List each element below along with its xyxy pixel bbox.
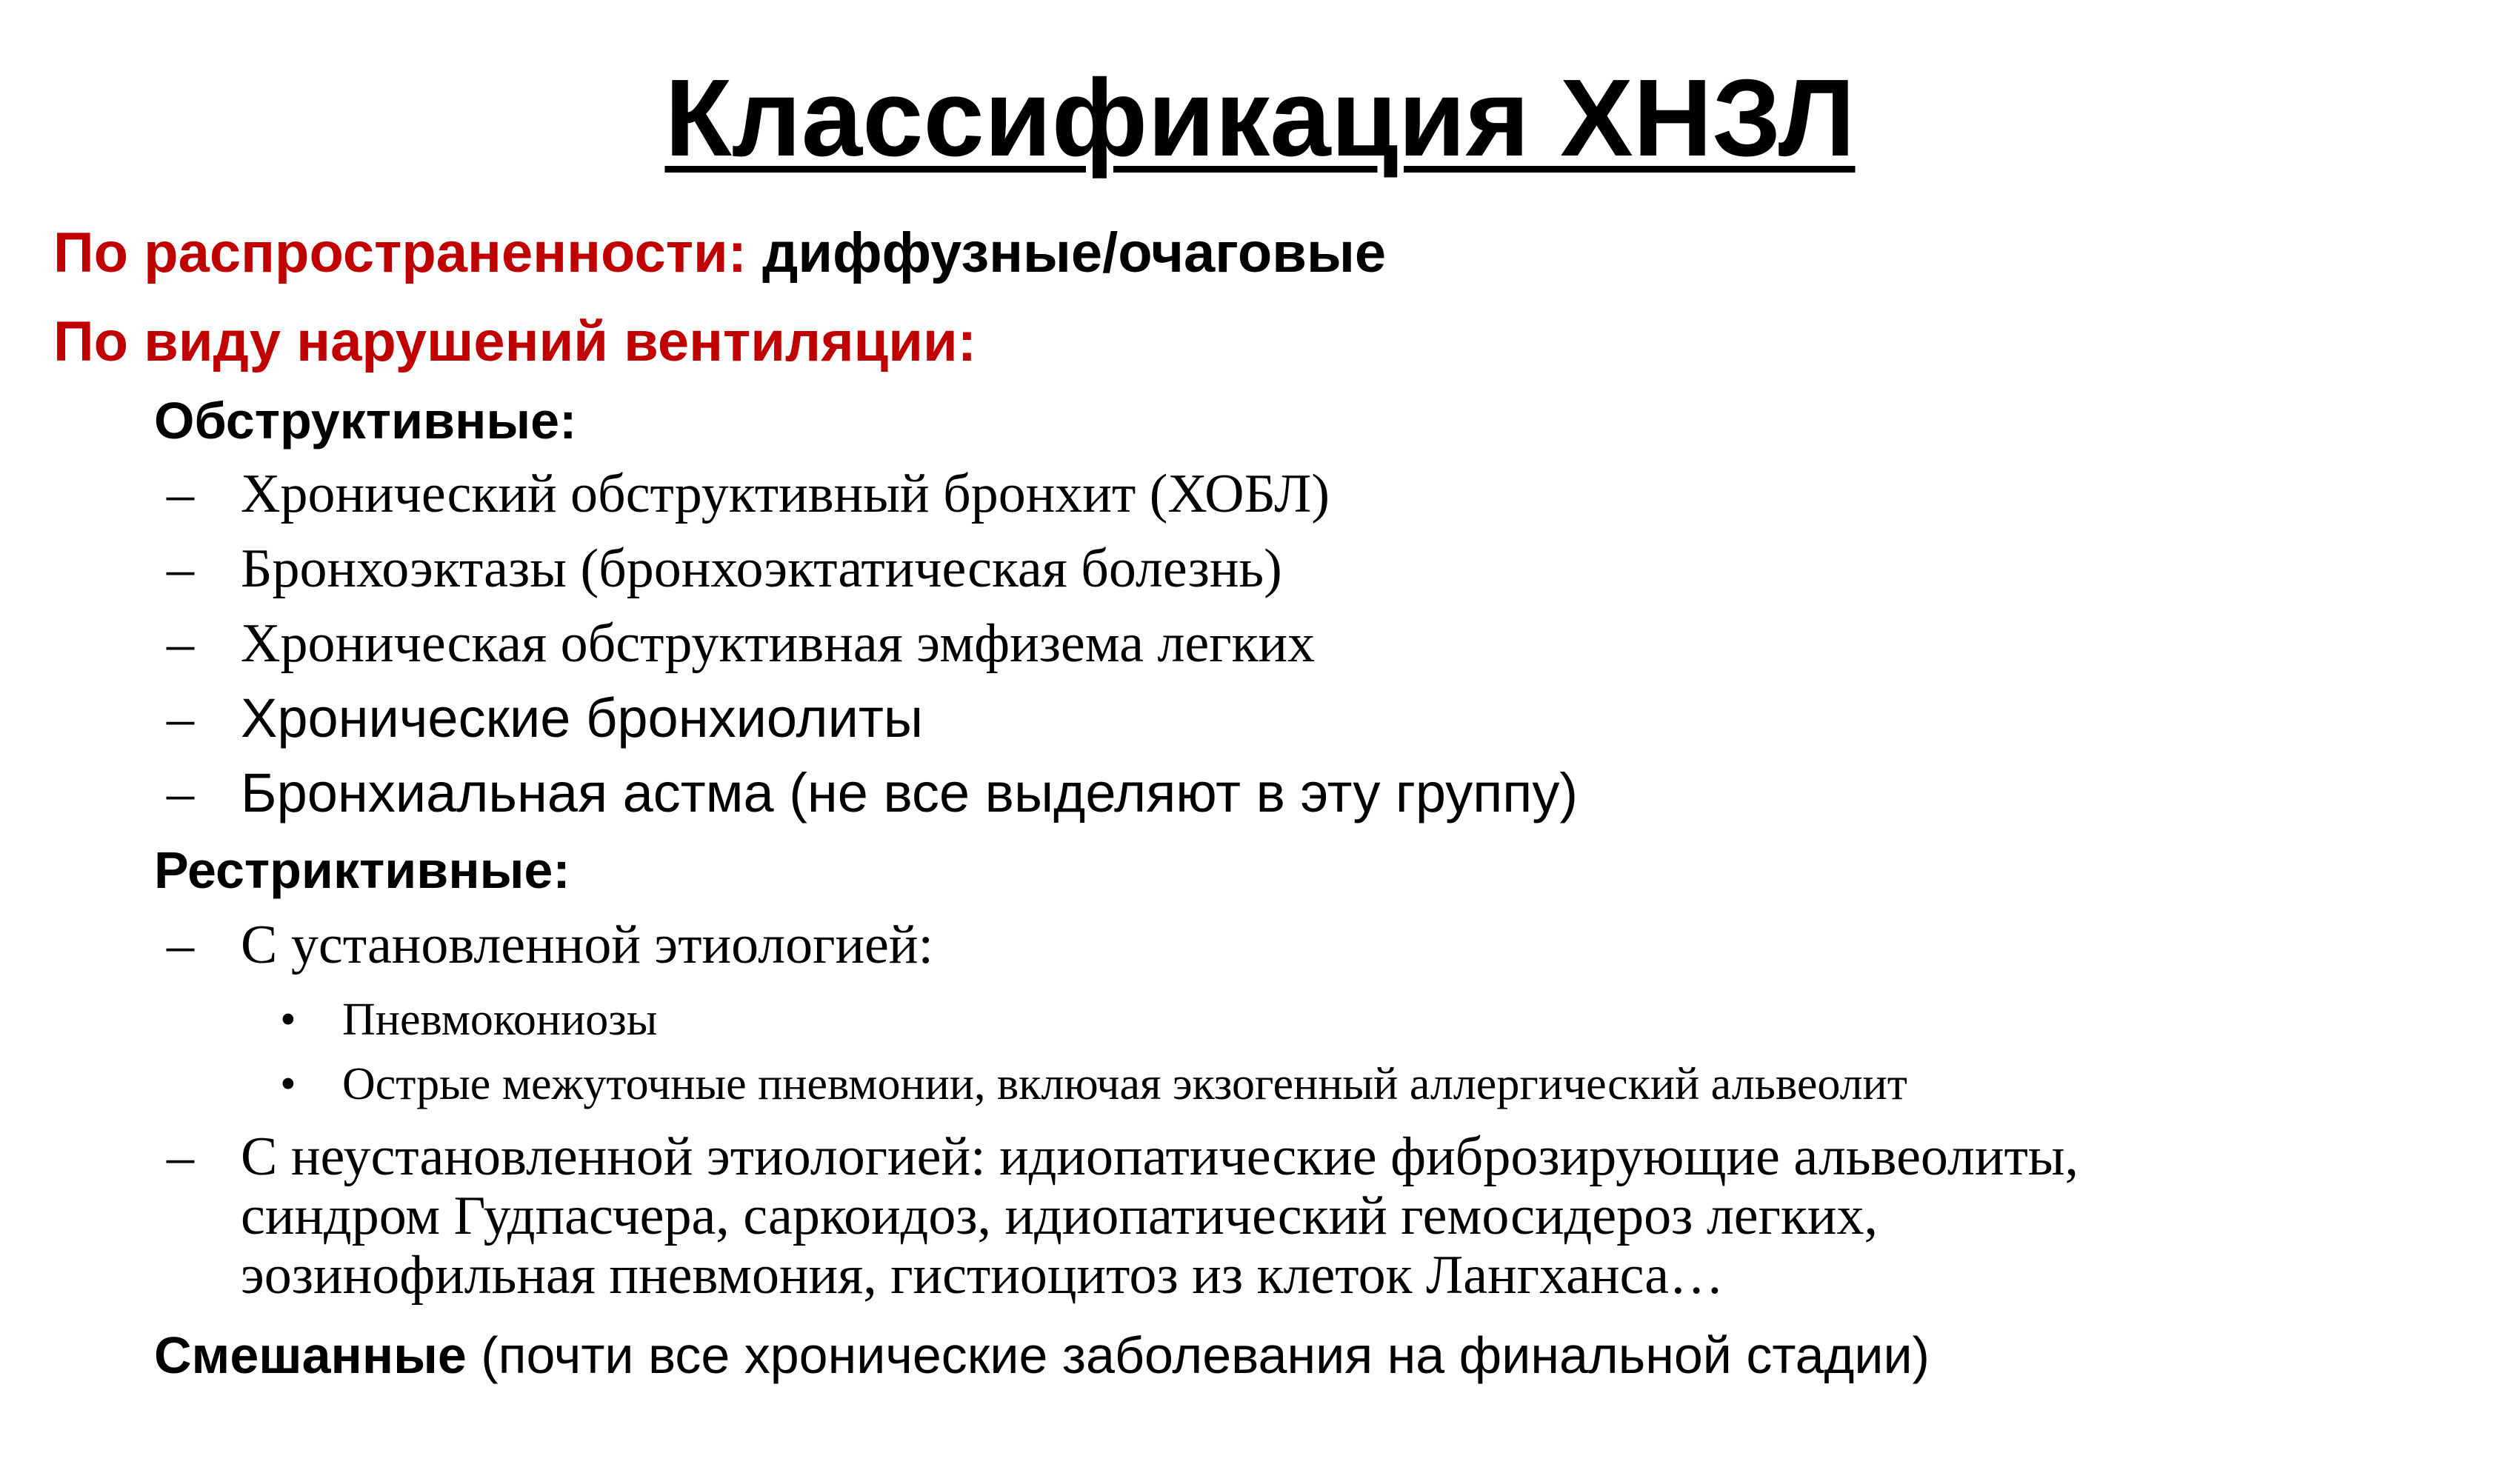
dash-marker: – <box>167 915 194 975</box>
obstructive-item-text: Бронхоэктазы (бронхоэктатическая болезнь) <box>241 538 1282 599</box>
dash-marker: – <box>167 464 194 524</box>
bullet-marker: • <box>280 995 296 1045</box>
prevalence-label: По распространенности: <box>53 221 747 284</box>
dash-marker: – <box>167 538 194 599</box>
obstructive-item-text: Хроническая обструктивная эмфизема легких <box>241 613 1316 674</box>
restrictive-unestablished-line: С неустановленной этиологией: идиопатические фиброзирующие альвеолиты, <box>241 1126 2079 1187</box>
mixed-note: (почти все хронические заболевания на финальной стадии) <box>466 1326 1930 1384</box>
restrictive-sub-item-text: Острые межуточные пневмонии, включая экзогенный аллергический альвеолит <box>342 1059 1907 1109</box>
prevalence-value: диффузные/очаговые <box>746 221 1387 284</box>
restrictive-unestablished-line: эозинофильная пневмония, гистиоцитоз из клеток Лангханса… <box>241 1245 1724 1306</box>
dash-marker: – <box>167 688 194 749</box>
dash-marker: – <box>167 763 194 823</box>
restrictive-heading: Рестриктивные: <box>154 841 570 899</box>
obstructive-heading: Обструктивные: <box>154 392 577 450</box>
restrictive-sub-item-text: Пневмокониозы <box>342 995 658 1045</box>
bullet-marker: • <box>280 1059 296 1109</box>
dash-marker: – <box>167 613 194 674</box>
slide-title: Классификация ХНЗЛ <box>664 57 1856 179</box>
prevalence-line <box>53 216 1386 290</box>
obstructive-item-text: Бронхиальная астма (не все выделяют в эту группу) <box>241 762 1579 823</box>
obstructive-item-text: Хронические бронхиолиты <box>241 687 924 749</box>
mixed-heading: Смешанные <box>154 1326 467 1384</box>
restrictive-unestablished-line: синдром Гудпасчера, саркоидоз, идиопатический гемосидероз легких, <box>241 1186 1879 1246</box>
mixed-line <box>154 1322 1930 1390</box>
restrictive-established-label: С установленной этиологией: <box>241 915 934 975</box>
ventilation-label: По виду нарушений вентиляции: <box>53 310 977 373</box>
obstructive-item-text: Хронический обструктивный бронхит (ХОБЛ) <box>241 464 1330 524</box>
restrictive-unestablished-text <box>241 1127 2079 1305</box>
dash-marker: – <box>167 1126 194 1187</box>
